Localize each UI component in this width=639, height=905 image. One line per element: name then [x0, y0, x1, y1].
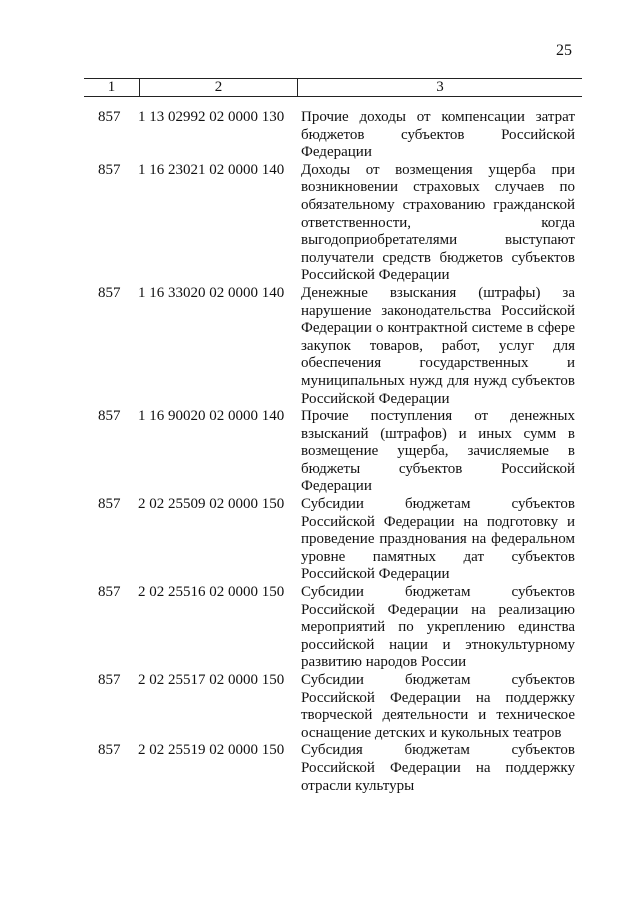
table-row — [84, 109, 582, 162]
revenue-name-cell: Субсидии бюджетам субъектов Российской Федерации на подготовку и проведение празднования на федеральном уровне памятных дат субъектов Российской Федерации — [301, 496, 575, 583]
admin-code-cell: 857 — [98, 161, 121, 178]
revenue-name-cell: Субсидии бюджетам субъектов Российской Федерации на реализацию мероприятий по укреплению единства российской нации и этнокультурному развитию народов России — [301, 584, 575, 671]
budget-code-cell: 2 02 25509 02 0000 150 — [138, 496, 285, 513]
budget-code-cell: 1 13 02992 02 0000 130 — [138, 109, 285, 125]
admin-code-cell: 857 — [98, 672, 121, 688]
table-row — [84, 584, 582, 672]
budget-code-cell: 2 02 25519 02 0000 150 — [138, 742, 285, 759]
column-header-1: 1 — [84, 79, 140, 96]
budget-code-cell: 1 16 33020 02 0000 140 — [138, 284, 285, 301]
admin-code-cell: 857 — [98, 284, 121, 301]
revenue-name-cell: Прочие доходы от компенсации затрат бюджетов субъектов Российской Федерации — [301, 109, 575, 161]
table-row — [84, 285, 582, 408]
budget-code-cell: 2 02 25517 02 0000 150 — [138, 672, 285, 688]
table-body — [84, 109, 582, 795]
admin-code-cell: 857 — [98, 584, 121, 601]
admin-code-cell: 857 — [98, 742, 121, 759]
table-row — [84, 408, 582, 496]
revenue-name-cell: Прочие поступления от денежных взысканий (штрафов) и иных сумм в возмещение ущерба, зачисляемые в бюджеты субъектов Российской Федерации — [301, 408, 575, 495]
column-header-3: 3 — [436, 79, 444, 95]
admin-code-cell: 857 — [98, 408, 121, 425]
revenue-name-cell: Доходы от возмещения ущерба при возникновении страховых случаев по обязательному страхованию гражданской ответственности, когда выгодоприобретателями выступают получатели средств бюджетов субъектов Российской Федерации — [301, 161, 575, 284]
page-number: 25 — [556, 42, 572, 59]
admin-code-cell: 857 — [98, 109, 121, 125]
table-row — [84, 672, 582, 742]
table-row — [84, 496, 582, 584]
revenue-name-cell: Денежные взыскания (штрафы) за нарушение законодательства Российской Федерации о контрактной системе в сфере закупок товаров, работ, услуг для обеспечения государственных и муниципальных нужд для нужд субъектов Российской Федерации — [301, 284, 575, 407]
revenue-name-cell: Субсидии бюджетам субъектов Российской Федерации на поддержку творческой деятельности и техническое оснащение детских и кукольных театров — [301, 672, 575, 741]
column-header-2: 2 — [140, 79, 298, 96]
table-row — [84, 162, 582, 285]
admin-code-cell: 857 — [98, 496, 121, 513]
revenue-name-cell: Субсидия бюджетам субъектов Российской Федерации на поддержку отрасли культуры — [301, 742, 575, 794]
table-row — [84, 742, 582, 795]
budget-code-cell: 2 02 25516 02 0000 150 — [138, 584, 285, 601]
budget-code-cell: 1 16 90020 02 0000 140 — [138, 408, 285, 425]
budget-code-cell: 1 16 23021 02 0000 140 — [138, 161, 285, 178]
table-header — [84, 78, 582, 97]
